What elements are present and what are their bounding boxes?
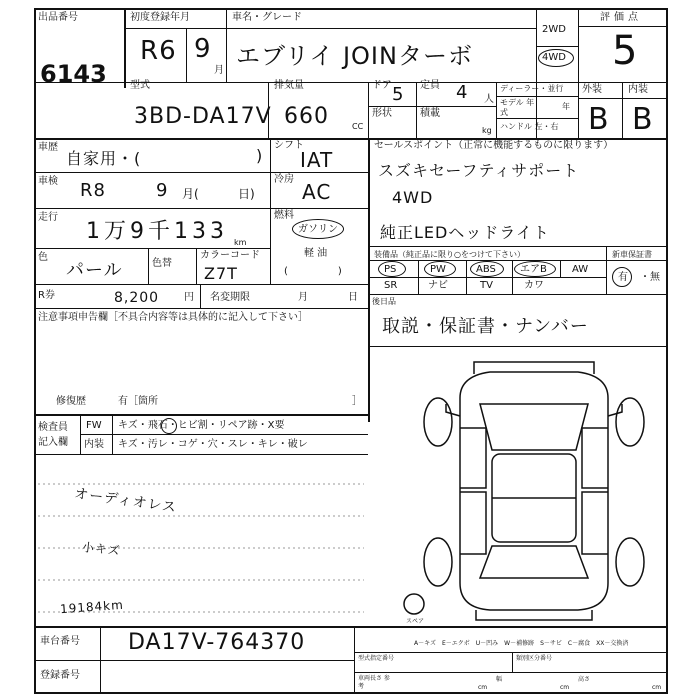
category-label: 類別区分番号 <box>516 655 553 662</box>
equip-tv: TV <box>480 280 493 291</box>
doors-label: ドア <box>372 80 392 91</box>
equip-aw: AW <box>572 264 589 275</box>
first-registration-era: R6 <box>140 36 177 66</box>
height-cm: cm <box>652 684 662 691</box>
repair-label: 修復歴 <box>56 396 86 407</box>
color-value: パール <box>66 260 123 281</box>
equip-leather: カワ <box>524 280 544 291</box>
drive-4wd-circle <box>538 49 574 67</box>
car-damage-diagram <box>400 358 668 628</box>
inspection-day-unit: 日) <box>238 187 255 201</box>
lot-number-label: 出品番号 <box>38 12 78 23</box>
color-change-label: 色替 <box>152 258 172 269</box>
model-year-label: モデル 年式 <box>500 98 535 117</box>
selling-point-1: スズキセーフティサポート <box>378 161 580 180</box>
km-unit: km <box>234 238 247 247</box>
spare-label: スペア <box>406 618 425 625</box>
deadline-label: 名変期限 <box>210 292 250 303</box>
equip-ps: PS <box>384 264 397 275</box>
cc-unit: CC <box>352 122 364 131</box>
inspection-label: 車検 <box>38 176 58 187</box>
type-label: 型式 <box>130 80 150 91</box>
ac-value: AC <box>302 180 332 204</box>
shift-value: IAT <box>300 148 334 172</box>
deadline-day: 日 <box>348 292 358 303</box>
model-label: 車名・グレード <box>232 12 302 23</box>
width-cm: cm <box>560 684 570 691</box>
deadline-month: 月 <box>298 292 308 303</box>
history-close: ) <box>256 146 264 165</box>
inspector-label: 検査員 記入欄 <box>38 422 68 448</box>
grade-value: 5 <box>612 28 639 74</box>
interior-items: キズ・汚レ・コゲ・穴・スレ・キレ・破レ <box>118 439 308 450</box>
fuel-gasoline-circle <box>292 219 344 239</box>
shape-label: 形状 <box>372 108 392 119</box>
equipment-label: 装備品（純正品に限り○をつけて下さい） <box>374 250 525 259</box>
year-unit: 年 <box>562 102 570 111</box>
color-code-value: Z7T <box>204 264 238 283</box>
mileage-label: 走行 <box>38 212 58 223</box>
exterior-grade: B <box>588 102 610 137</box>
fuel-bracket: ( ) <box>284 266 342 277</box>
mileage-value: 1万9千133 <box>86 219 228 244</box>
equip-navi: ナビ <box>428 280 448 291</box>
model-name: エブリイ JOINターボ <box>236 42 473 70</box>
warranty-label: 新車保証書 <box>612 250 652 259</box>
history-value: 自家用・( <box>66 149 142 168</box>
registration-label: 登録番号 <box>40 670 80 681</box>
grade-label: 評価点 <box>600 12 642 23</box>
interior-check-label: 内装 <box>84 439 104 450</box>
selling-point-2: 4WD <box>392 188 434 207</box>
capacity-label: 定員 <box>420 80 440 91</box>
recycle-value: 8,200 <box>114 290 160 306</box>
attached-value: 取説・保証書・ナンバー <box>382 316 589 337</box>
recycle-label: R券 <box>38 290 55 301</box>
equip-ps-circle <box>378 261 406 277</box>
capacity-value: 4 <box>456 82 469 103</box>
load-unit: kg <box>482 126 492 135</box>
fuel-diesel: 軽 油 <box>304 248 328 259</box>
selling-points-label: セールスポイント（正常に機能するものに限ります） <box>374 140 614 151</box>
width-label: 幅 <box>496 676 503 683</box>
remark-audioless: オーディオレス <box>73 485 178 517</box>
length-label: 車両長さ 参考 <box>358 675 390 690</box>
month-unit: 月 <box>214 65 224 76</box>
equip-sr: SR <box>384 280 398 291</box>
height-label: 高さ <box>578 676 591 683</box>
color-code-label: カラーコード <box>200 250 260 261</box>
warranty-no: ・無 <box>640 272 660 283</box>
equip-abs-circle <box>470 261 504 277</box>
equip-airbag-circle <box>514 261 556 277</box>
damage-legend: A－キズ E－エクボ U－凹み W－補修跡 S－サビ C－腐食 XX－交換済 <box>414 640 629 647</box>
first-registration-month: 9 <box>194 34 212 64</box>
inspection-month-unit: 月( <box>182 187 199 201</box>
yen-unit: 円 <box>184 292 194 303</box>
inspection-month: 9 <box>156 180 169 201</box>
interior-grade: B <box>632 102 654 137</box>
fw-chip-circle <box>161 418 177 434</box>
history-label: 車歴 <box>38 142 58 153</box>
fuel-label: 燃料 <box>274 210 294 221</box>
warranty-yes: 有 <box>618 272 628 283</box>
remark-mileage: 19184km <box>59 597 125 617</box>
repair-close: ］ <box>352 396 362 407</box>
interior-label: 内装 <box>628 84 648 95</box>
dealer-label: ディーラー・並行 <box>500 84 564 93</box>
type-value: 3BD-DA17V <box>134 104 272 129</box>
equip-pw-circle <box>424 261 456 277</box>
chassis-value: DA17V-764370 <box>128 630 306 655</box>
selling-point-3: 純正LEDヘッドライト <box>380 223 550 242</box>
inspection-era: R8 <box>80 180 106 201</box>
first-registration-label: 初度登録年月 <box>130 12 190 23</box>
equip-airbag: エアB <box>520 264 547 275</box>
repair-value: 有［箇所 <box>118 396 158 407</box>
fw-items: キズ・飛石・ヒビ割・リペア跡・X要 <box>118 420 285 431</box>
length-cm: cm <box>478 684 488 691</box>
drive-2wd: 2WD <box>542 24 566 35</box>
fw-label: FW <box>86 420 102 431</box>
fuel-gasoline: ガソリン <box>298 224 338 235</box>
capacity-unit: 人 <box>484 94 494 105</box>
drive-4wd: 4WD <box>542 52 566 63</box>
doors-value: 5 <box>392 84 405 105</box>
equip-pw: PW <box>430 264 446 275</box>
chassis-label: 車台番号 <box>40 636 80 647</box>
warranty-yes-circle <box>612 267 632 287</box>
type-designation-label: 型式指定番号 <box>358 655 395 662</box>
lot-number: 6143 <box>40 60 107 88</box>
shift-label: シフト <box>274 140 304 151</box>
equip-abs: ABS <box>476 264 496 275</box>
color-label: 色 <box>38 252 48 263</box>
ac-label: 冷房 <box>274 174 294 185</box>
remark-small-scratch: 小キズ <box>81 540 122 558</box>
displacement-value: 660 <box>284 104 329 129</box>
attached-label: 後日品 <box>372 297 396 306</box>
notes-label: 注意事項申告欄［不具合内容等は具体的に記入して下さい］ <box>38 312 308 323</box>
load-label: 積載 <box>420 108 440 119</box>
handle-label: ハンドル 左・右 <box>500 122 559 131</box>
displacement-label: 排気量 <box>274 80 304 91</box>
exterior-label: 外装 <box>582 84 602 95</box>
